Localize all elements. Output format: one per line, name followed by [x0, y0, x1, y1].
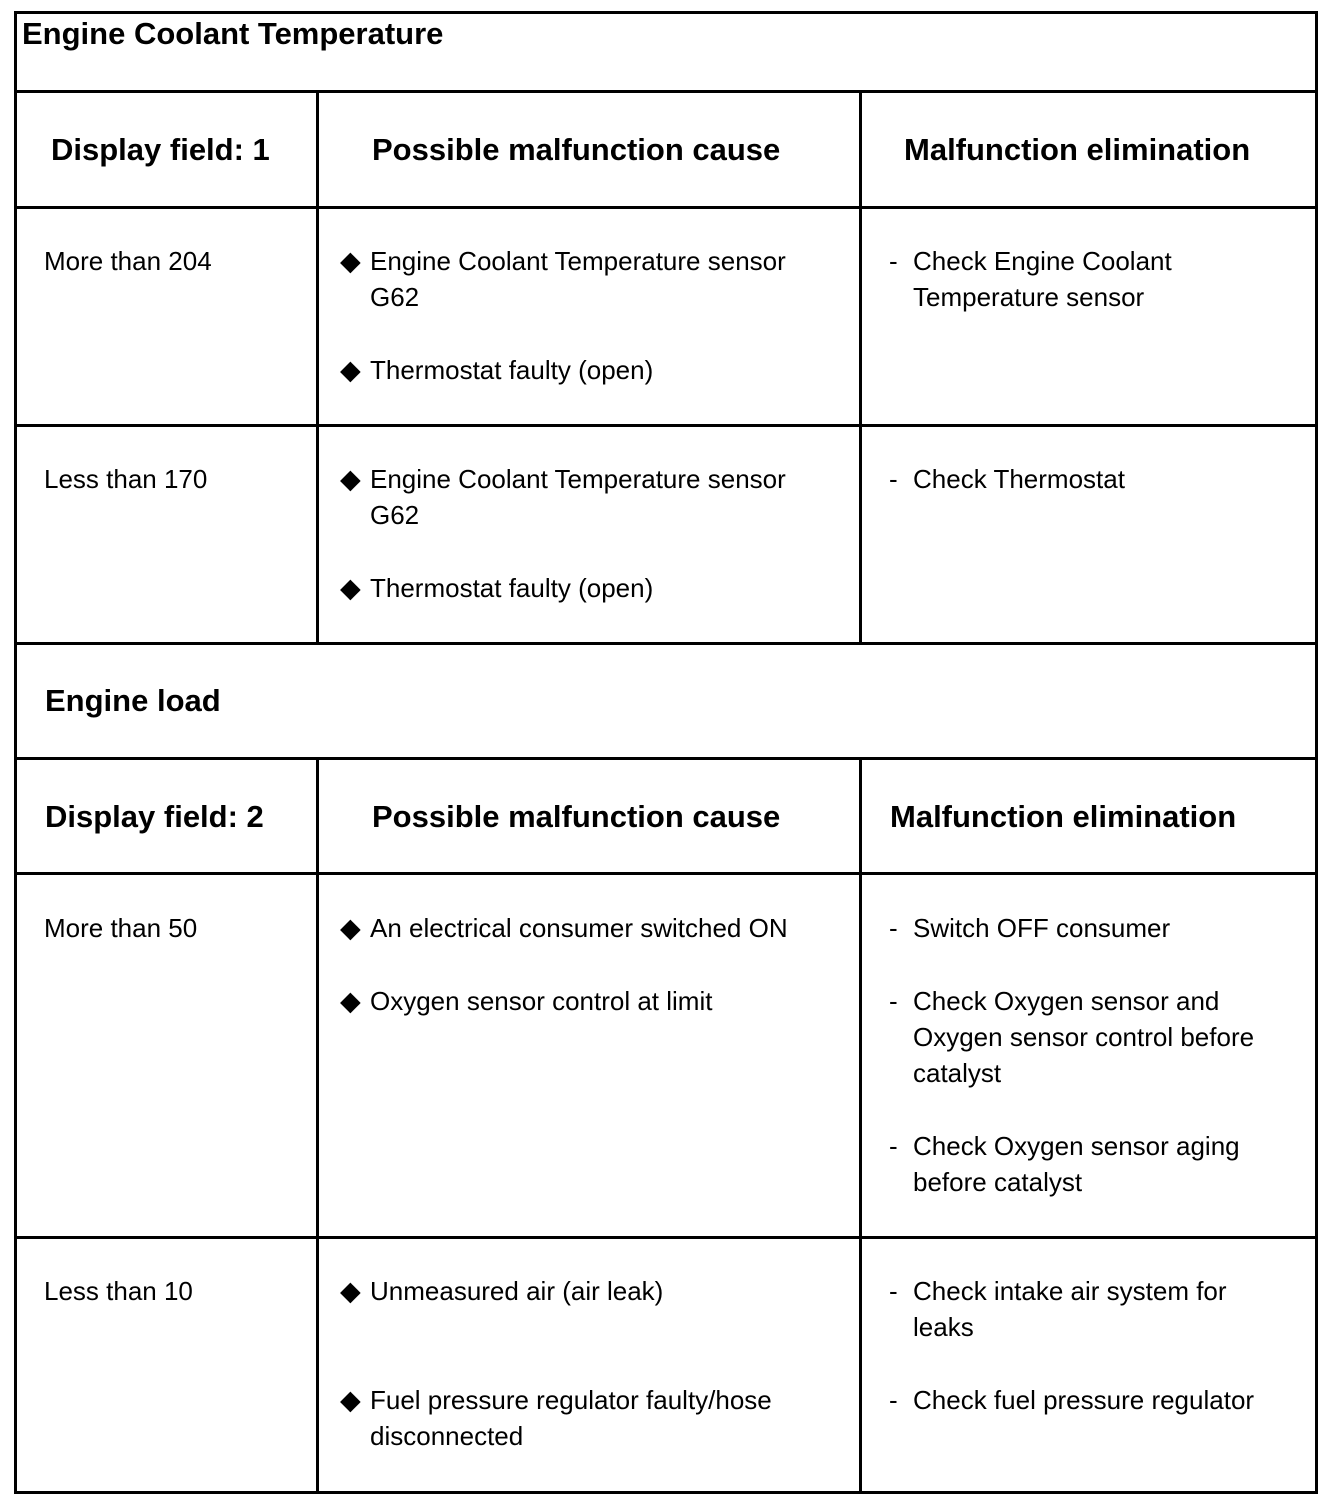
column-header-display-field: Display field: 2: [45, 799, 264, 834]
column-header-display-field: Display field: 1: [51, 132, 270, 167]
cause-text: disconnected: [370, 1421, 524, 1451]
table-border-left: [14, 11, 17, 1494]
cause-text: Engine Coolant Temperature sensor: [370, 246, 786, 276]
table-border-bottom: [14, 1491, 1318, 1494]
cause-text: G62: [370, 500, 420, 530]
cause-text: Oxygen sensor control at limit: [370, 986, 713, 1016]
table-rule: [14, 424, 1318, 427]
column-header-cause: Possible malfunction cause: [372, 132, 781, 167]
section-title: Engine Coolant Temperature: [22, 16, 444, 51]
diamond-bullet-icon: ◆: [340, 1276, 361, 1306]
table-rule: [14, 757, 1318, 760]
fix-text: Check Engine Coolant: [913, 246, 1172, 276]
column-divider: [316, 90, 319, 645]
fix-text: Oxygen sensor control before: [913, 1022, 1255, 1052]
cause-text: G62: [370, 282, 420, 312]
diamond-bullet-icon: ◆: [340, 1385, 361, 1415]
fix-text: leaks: [913, 1312, 974, 1342]
display-value: Less than 10: [44, 1276, 193, 1306]
fix-text: Check fuel pressure regulator: [913, 1385, 1255, 1415]
column-divider: [316, 757, 319, 1494]
diamond-bullet-icon: ◆: [340, 986, 361, 1016]
dash-bullet-icon: -: [889, 246, 898, 276]
diamond-bullet-icon: ◆: [340, 913, 361, 943]
cause-text: Thermostat faulty (open): [370, 355, 654, 385]
cause-text: An electrical consumer switched ON: [370, 913, 788, 943]
table-border-right: [1315, 11, 1318, 1494]
column-header-cause: Possible malfunction cause: [372, 799, 781, 834]
display-value: More than 50: [44, 913, 198, 943]
dash-bullet-icon: -: [889, 913, 898, 943]
column-divider: [859, 757, 862, 1494]
cause-text: Thermostat faulty (open): [370, 573, 654, 603]
cause-text: Fuel pressure regulator faulty/hose: [370, 1385, 772, 1415]
diamond-bullet-icon: ◆: [340, 464, 361, 494]
fix-text: before catalyst: [913, 1167, 1083, 1197]
column-header-elimination: Malfunction elimination: [904, 132, 1251, 167]
table-rule: [14, 90, 1318, 93]
table-border-top: [14, 11, 1318, 14]
diamond-bullet-icon: ◆: [340, 573, 361, 603]
fix-text: Switch OFF consumer: [913, 913, 1171, 943]
column-divider: [859, 90, 862, 645]
dash-bullet-icon: -: [889, 464, 898, 494]
fix-text: Check intake air system for: [913, 1276, 1227, 1306]
cause-text: Unmeasured air (air leak): [370, 1276, 664, 1306]
cause-text: Engine Coolant Temperature sensor: [370, 464, 786, 494]
table-rule: [14, 1236, 1318, 1239]
fix-text: Check Oxygen sensor aging: [913, 1131, 1240, 1161]
display-value: Less than 170: [44, 464, 208, 494]
dash-bullet-icon: -: [889, 1131, 898, 1161]
table-rule: [14, 642, 1318, 645]
section-title: Engine load: [45, 683, 221, 718]
table-rule: [14, 206, 1318, 209]
dash-bullet-icon: -: [889, 1385, 898, 1415]
diamond-bullet-icon: ◆: [340, 355, 361, 385]
fix-text: Temperature sensor: [913, 282, 1145, 312]
fix-text: Check Oxygen sensor and: [913, 986, 1220, 1016]
column-header-elimination: Malfunction elimination: [890, 799, 1237, 834]
fix-text: Check Thermostat: [913, 464, 1125, 494]
display-value: More than 204: [44, 246, 212, 276]
fix-text: catalyst: [913, 1058, 1002, 1088]
table-rule: [14, 872, 1318, 875]
diamond-bullet-icon: ◆: [340, 246, 361, 276]
dash-bullet-icon: -: [889, 1276, 898, 1306]
dash-bullet-icon: -: [889, 986, 898, 1016]
